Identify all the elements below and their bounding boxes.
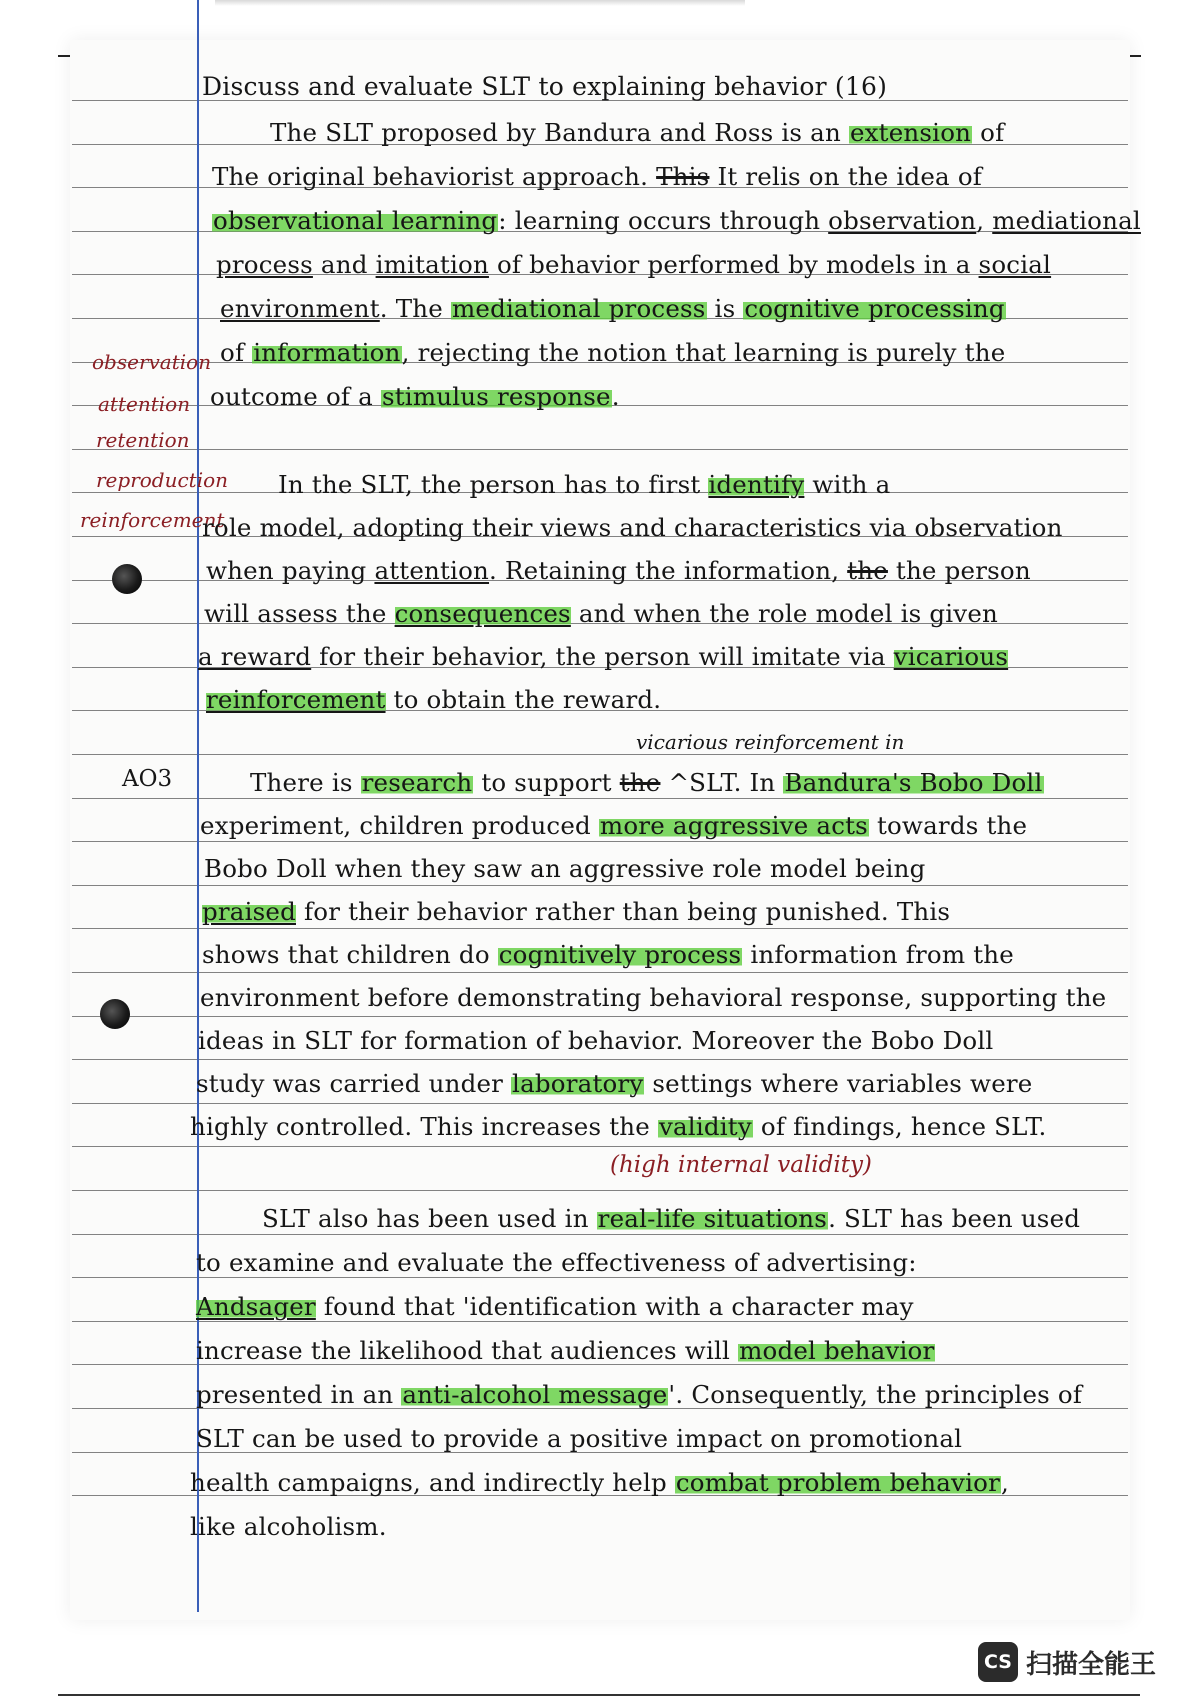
highlighted-text: more aggressive acts [599, 811, 868, 840]
text-run: . Retaining the information, [489, 556, 848, 585]
text-line: like alcoholism. [190, 1512, 387, 1541]
text-run: will assess the [204, 599, 395, 628]
text-run: when paying [206, 556, 375, 585]
text-run: and [312, 250, 376, 279]
text-line [202, 897, 950, 926]
text-run: towards the [868, 811, 1028, 840]
highlighted-text: cognitive processing [744, 294, 1005, 323]
text-line [200, 811, 1027, 840]
underlined-text: mediational [992, 206, 1141, 235]
highlighted-text: laboratory [512, 1069, 644, 1098]
ruled-line [72, 972, 1128, 973]
text-run: for their behavior, the person will imitate via [311, 642, 894, 671]
ruled-line [72, 1103, 1128, 1104]
text-run: . The [379, 294, 451, 323]
text-run: , [1000, 1468, 1009, 1497]
highlighted-text: praised [202, 897, 296, 926]
watermark-text: 扫描全能王 [1026, 1649, 1157, 1680]
text-run: to support [473, 768, 620, 797]
text-run: highly controlled. This increases the [190, 1112, 658, 1141]
highlighted-text: mediational process [451, 294, 706, 323]
text-line [206, 556, 1031, 585]
text-run: found that 'identification with a character may [315, 1292, 914, 1321]
underlined-text: social [978, 250, 1052, 279]
ruled-line [72, 1234, 1128, 1235]
ruled-line [72, 449, 1128, 450]
text-run: The SLT proposed by Bandura and Ross is an [270, 118, 849, 147]
ruled-line [72, 1321, 1128, 1322]
binder-hole [112, 564, 142, 594]
text-run: settings where variables were [644, 1069, 1033, 1098]
text-run: of [220, 338, 253, 367]
text-run: The original behaviorist approach. [212, 162, 657, 191]
struck-text: the [847, 556, 888, 585]
highlighted-text: extension [849, 118, 972, 147]
margin-line [197, 0, 199, 1612]
highlighted-text: stimulus response [381, 382, 611, 411]
highlighted-text: information [253, 338, 401, 367]
text-line: SLT can be used to provide a positive impact on promotional [196, 1424, 963, 1453]
text-line: to examine and evaluate the effectiveness of advertising: [196, 1248, 917, 1277]
scan-shadow [215, 0, 745, 6]
margin-note-attention: attention [98, 392, 191, 416]
text-run: of findings, hence SLT. [752, 1112, 1047, 1141]
text-run: SLT also has been used in [262, 1204, 597, 1233]
text-run: to obtain the reward. [385, 685, 662, 714]
text-run: There is [250, 768, 361, 797]
ruled-line [72, 754, 1128, 755]
highlighted-text: vicarious [893, 642, 1009, 671]
text-line [204, 599, 998, 628]
ao3-label: AO3 [122, 766, 173, 792]
highlighted-text: model behavior [739, 1336, 935, 1365]
margin-note-reinforcement: reinforcement [80, 508, 225, 532]
ruled-line [72, 798, 1128, 799]
text-run: of [972, 118, 1005, 147]
text-run: In the SLT, the person has to first [278, 470, 709, 499]
text-line [196, 1069, 1033, 1098]
highlighted-text: observational learning [213, 206, 498, 235]
text-run: health campaigns, and indirectly help [190, 1468, 675, 1497]
ruled-line [72, 1059, 1128, 1060]
text-run: is [706, 294, 744, 323]
ruled-line [72, 1190, 1128, 1191]
margin-note-validity: (high internal validity) [610, 1152, 872, 1178]
ruled-line [72, 841, 1128, 842]
ruled-line [72, 885, 1128, 886]
text-run: for their behavior rather than being punished. This [296, 897, 951, 926]
text-line [212, 162, 982, 191]
text-line: ideas in SLT for formation of behavior. Moreover the Bobo Doll [198, 1026, 994, 1055]
highlighted-text: Bandura's Bobo Doll [784, 768, 1043, 797]
underlined-text: a reward [198, 642, 312, 671]
underlined-text: observation [828, 206, 977, 235]
underlined-text: environment [220, 294, 380, 323]
ruled-line [72, 1277, 1128, 1278]
text-run: information from the [742, 940, 1014, 969]
text-run: outcome of a [210, 382, 381, 411]
highlighted-text: combat problem behavior [675, 1468, 1000, 1497]
struck-text: This [656, 162, 710, 191]
text-run: of behavior performed by models in a [488, 250, 979, 279]
text-line: Bobo Doll when they saw an aggressive role model being [204, 854, 926, 883]
text-line [270, 118, 1004, 147]
text-run: It relis on the idea of [709, 162, 983, 191]
text-run: increase the likelihood that audiences will [196, 1336, 739, 1365]
ruled-line [72, 928, 1128, 929]
text-line: environment before demonstrating behavioral response, supporting the [200, 983, 1107, 1012]
margin-note-observation: observation [92, 350, 212, 374]
highlighted-text: consequences [394, 599, 571, 628]
text-line [202, 940, 1014, 969]
binder-hole [100, 999, 130, 1029]
highlighted-text: real-life situations [597, 1204, 828, 1233]
text-run: shows that children do [202, 940, 498, 969]
highlighted-text: anti-alcohol message [402, 1380, 668, 1409]
text-run: , rejecting the notion that learning is purely the [401, 338, 1006, 367]
text-run: study was carried under [196, 1069, 512, 1098]
text-line [278, 470, 890, 499]
highlighted-text: cognitively process [498, 940, 742, 969]
highlighted-text: identify [708, 470, 805, 499]
margin-note-retention: retention [96, 428, 190, 452]
text-line [196, 1380, 1082, 1409]
text-run: . SLT has been used [828, 1204, 1081, 1233]
text-run: with a [804, 470, 891, 499]
text-line [250, 768, 1044, 797]
text-line [206, 685, 661, 714]
page-title: Discuss and evaluate SLT to explaining behavior (16) [202, 72, 888, 101]
text-run: . [611, 382, 620, 411]
highlighted-text: reinforcement [206, 685, 386, 714]
text-line [216, 250, 1051, 279]
margin-note-reproduction: reproduction [96, 468, 229, 492]
struck-text: the [619, 768, 661, 797]
underlined-text: imitation [375, 250, 489, 279]
text-run: experiment, children produced [200, 811, 599, 840]
text-line [262, 1204, 1080, 1233]
highlighted-text: research [361, 768, 473, 797]
text-line [210, 382, 620, 411]
highlighted-text: validity [658, 1112, 752, 1141]
text-run: the person [887, 556, 1031, 585]
scan-bottom-edge [58, 1694, 1140, 1696]
text-run: '. Consequently, the principles of [668, 1380, 1083, 1409]
underlined-text: process [216, 250, 313, 279]
text-line [190, 1112, 1047, 1141]
highlighted-text: Andsager [196, 1292, 316, 1321]
text-run: ^SLT. In [660, 768, 784, 797]
text-line [220, 338, 1005, 367]
text-run: and when the role model is given [570, 599, 999, 628]
text-run: presented in an [196, 1380, 402, 1409]
ruled-line [72, 1016, 1128, 1017]
insertion-note: vicarious reinforcement in [636, 730, 905, 754]
text-line [190, 1468, 1009, 1497]
text-line [196, 1336, 935, 1365]
text-run: , [976, 206, 993, 235]
cs-logo-icon: CS [978, 1642, 1018, 1682]
ruled-line [72, 1146, 1128, 1147]
text-line [196, 1292, 914, 1321]
text-run: : learning occurs through [498, 206, 829, 235]
text-line [198, 642, 1008, 671]
text-line [220, 294, 1006, 323]
underlined-text: attention [374, 556, 490, 585]
text-line [212, 206, 1141, 235]
scanner-watermark [978, 1642, 1156, 1682]
text-line: role model, adopting their views and characteristics via observation [202, 513, 1063, 542]
